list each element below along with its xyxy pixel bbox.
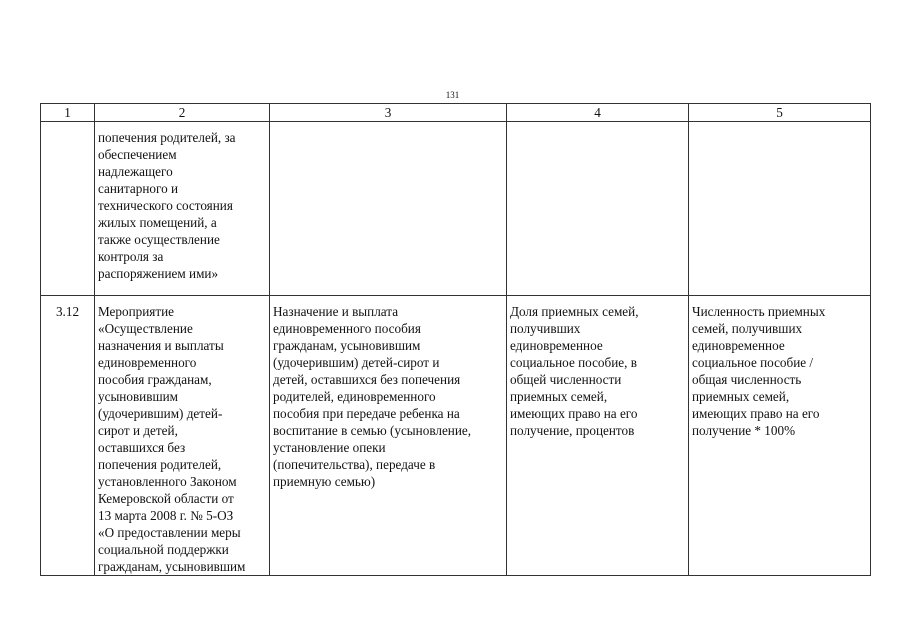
column-header-4: 4	[507, 104, 689, 122]
measure-cell: попечения родителей, за обеспечением надлежащего санитарного и технического состояния жилых помещений, а также осуществление контроля за распоряжением ими»	[95, 122, 270, 296]
row-number-cell	[41, 122, 95, 296]
measure-cell: Мероприятие «Осуществление назначения и выплаты единовременного пособия гражданам, усыновившим (удочерившим) детей- сирот и детей, оставшихся без попечения родителей, установленного Законом Кемеровской области от 13 марта 2008 г. № 5-ОЗ «О предоставлении меры социальной поддержки гражданам, усыновившим	[95, 296, 270, 576]
column-header-1: 1	[41, 104, 95, 122]
page-number: 131	[445, 90, 460, 100]
formula-cell: Численность приемных семей, получивших единовременное социальное пособие / общая численность приемных семей, имеющих право на его получение * 100%	[689, 296, 871, 576]
row-number-cell: 3.12	[41, 296, 95, 576]
indicator-cell	[507, 122, 689, 296]
document-table	[40, 103, 871, 576]
description-cell: Назначение и выплата единовременного пособия гражданам, усыновившим (удочерившим) детей-сирот и детей, оставшихся без попечения родителей, единовременного пособия при передаче ребенка на воспитание в семью (усыновление, установление опеки (попечительства), передаче в приемную семью)	[270, 296, 507, 576]
column-header-3: 3	[270, 104, 507, 122]
indicator-cell: Доля приемных семей, получивших единовременное социальное пособие, в общей численности приемных семей, имеющих право на его получение, процентов	[507, 296, 689, 576]
table-row	[41, 296, 871, 576]
table-header-row	[41, 104, 871, 122]
column-header-5: 5	[689, 104, 871, 122]
description-cell	[270, 122, 507, 296]
table-row	[41, 122, 871, 296]
column-header-2: 2	[95, 104, 270, 122]
formula-cell	[689, 122, 871, 296]
